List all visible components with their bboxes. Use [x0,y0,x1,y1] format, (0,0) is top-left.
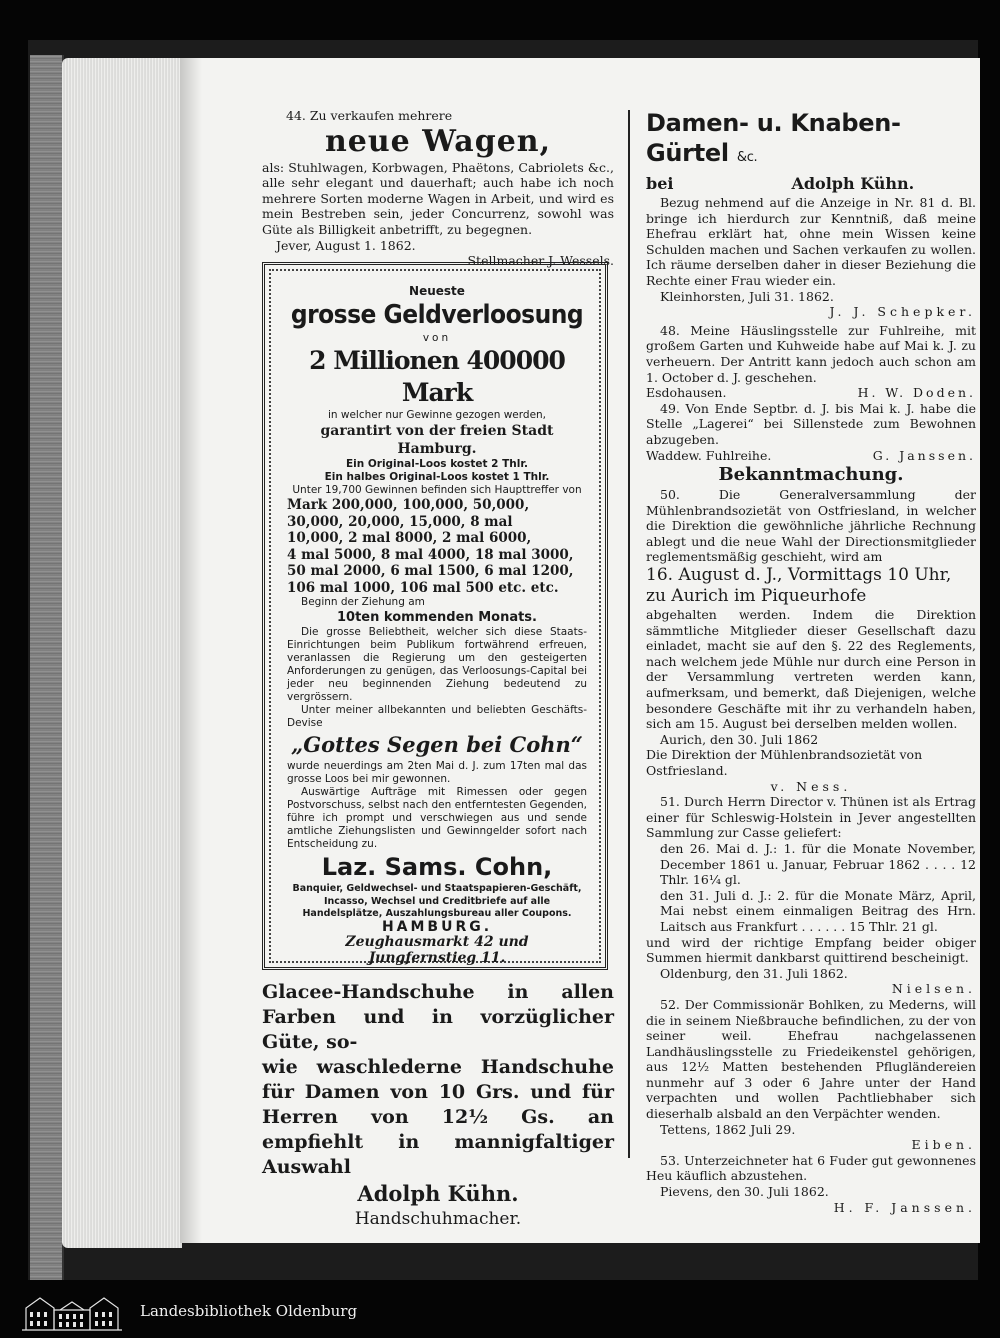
notice-51-body: 51. Durch Herrn Director v. Thünen ist als Ertrag einer für Schleswig-Holstein in Jever angestellten Sammlung zur Casse geliefert: [646,794,976,841]
notice-50-place: Aurich, den 30. Juli 1862 [660,731,819,747]
lotto-amount: 2 Millionen 400000 Mark [309,346,565,407]
notice-47-signature: J. J. Schepker. [829,304,976,320]
notice-50-body: 50. Die Generalversammlung der Mühlenbrandsozietät von Ostfriesland, in welcher die Direktion die gewöhnliche jährliche Rechnung ablegt und die neue Wahl der Directionsmitglieder reglementsmäßig geschieht, wird am [646,487,976,565]
announcement-heading: Bekanntmachung. [718,464,904,486]
belt-ad-bei: bei [646,174,674,193]
notice-50-signature: v. Ness. [770,778,852,794]
notice-48-place: Esdohausen. [646,385,727,401]
page-edges [62,58,182,1248]
lotto-para-4: Auswärtige Aufträge mit Rimessen oder gegen Postvorschuss, selbst nach den entferntesten Gegenden, führe ich prompt und verschwiegen aus und sende amtliche Ziehungslisten und Gewinngelder sofort nach Entscheidung zu. [287,786,587,850]
right-column [646,108,976,1215]
notice-53-place: Pievens, den 30. Juli 1862. [660,1184,829,1200]
notice-48-body: 48. Meine Häuslingsstelle zur Fuhlreihe, mit großem Garten und Kuhweide habe auf Mai k. J. zu verheuern. Der Antritt kann jedoch auch schon am 1. October d. J. geschehen. [646,322,976,385]
lotto-start-date: 10ten kommenden Monats. [337,610,537,625]
lotto-para-3: wurde neuerdings am 2ten Mai d. J. zum 17ten mal das grosse Loos bei mir gewonnen. [287,760,587,785]
notice-51-signature: Nielsen. [891,981,976,997]
notice-53-signature: H. F. Janssen. [833,1199,976,1215]
glove-ad-trade: Handschuhmacher. [354,1209,522,1229]
notice-51-end: und wird der richtige Empfang beider obiger Summen hiermit dankbarst quittirend bescheinigt. [646,934,976,966]
notice-49-signature: G. Janssen. [872,447,976,463]
lotto-prizes-2: 30,000, 20,000, 15,000, 8 mal [287,513,513,530]
lotto-prizes-3: 10,000, 2 mal 8000, 2 mal 6000, [287,530,532,546]
lotto-address-2: Jungfernstieg 11. [368,949,506,966]
notice-53-body: 53. Unterzeichneter hat 6 Fuder gut gewonnenes Heu käuflich abzustehen. [646,1152,976,1184]
lotto-von: von [422,332,452,344]
lotto-line-5: in welcher nur Gewinne gezogen werden, [327,409,547,421]
notice-51-row-2: den 31. Juli d. J.: 2. für die Monate März, April, Mai nebst einem einmaligen Beitrag des Hrn. Laitsch aus Frankfurt . . . . . . 15 Thlr. 21 gl. [660,887,976,934]
footer-library-name[interactable]: Landesbibliothek Oldenburg [140,1302,358,1320]
ad-44-place: Jever, August 1. 1862. [276,237,416,253]
gutter-shadow [180,58,202,1243]
lotto-prizes-1: Mark 200,000, 100,000, 50,000, [287,497,530,513]
notice-51-row-1: den 26. Mai d. J.: 1. für die Monate November, December 1861 u. Januar, Februar 1862 . . . . 12 Thlr. 16¼ gl. [660,840,976,888]
belt-ad-title [646,108,976,173]
notice-47-body: Bezug nehmend auf die Anzeige in Nr. 81 d. Bl. bringe ich hierdurch zur Kenntniß, daß meine Ehefrau erklärt hat, ohne mein Wissen keine Schulden machen und Sachen verkaufen zu wollen. Ich räume derselben daher in dieser Beziehung die Rechte einer Frau wieder ein. [646,195,976,288]
lotto-guarantee: garantirt von der freien Stadt Hamburg. [320,423,554,457]
belt-ad-name: Adolph Kühn. [791,174,915,193]
footer-bar [0,1284,1000,1338]
belt-ad-etc: &c. [736,150,758,165]
notice-49-footer [646,448,976,464]
lotto-price-1: Ein Original-Loos kostet 2 Thlr. [345,458,529,470]
notice-49-body: 49. Von Ende Septbr. d. J. bis Mai k. J. habe die Stelle „Lagerei“ bei Sillenstede zum Bewohnen abzugeben. [646,400,976,447]
lottery-ad-box [262,262,608,970]
lotto-banker-name: Laz. Sams. Cohn, [321,853,553,881]
belt-ad-title-text: Damen- u. Knaben-Gürtel [646,109,901,167]
lotto-headline: grosse Geldverloosung [290,300,584,330]
lotto-city: HAMBURG. [381,918,493,935]
lotto-banker-desc: Banquier, Geldwechsel- und Staatspapieren-Geschäft, Incasso, Wechsel und Creditbriefe auf alle Handelsplätze, Auszahlungsbureau aller Coupons. [292,883,582,919]
ad-44-title: neue Wagen, [324,123,552,159]
ad-44-body: als: Stuhlwagen, Korbwagen, Phaëtons, Cabriolets &c., alle sehr elegant und dauerhaft; auch habe ich noch mehrere Sorten moderne Wagen in Arbeit, und wird es mein Bestreben sein, jeder Concurrenz, sowohl was Güte als Billigkeit anbetrifft, zu begegnen. [262,159,614,237]
glove-ad-line-2: wie waschlederne Handschuhe für Damen von 10 Grs. und für Herren von 12½ Gs. an empfiehlt in mannigfaltiger Auswahl [262,1056,614,1178]
notice-50-date: 16. August d. J., Vormittags 10 Uhr, zu Aurich im Piqueurhofe [646,565,952,607]
library-building-icon [20,1294,124,1332]
notice-48-signature: H. W. Doden. [857,385,976,401]
lotto-price-2: Ein halbes Original-Loos kostet 1 Thlr. [324,471,550,483]
book-spine [30,55,64,1280]
lotto-prizes-4: 4 mal 5000, 8 mal 4000, 18 mal 3000, [287,546,574,563]
notice-52-place: Tettens, 1862 Juli 29. [660,1121,796,1137]
glove-ad-line-1: Glacee-Handschuhe in allen Farben und in vorzüglicher Güte, so- [262,981,614,1053]
lotto-address-1: Zeughausmarkt 42 und [345,933,529,950]
belt-ad-seller [646,173,976,195]
glove-ad [262,980,614,1232]
lotto-start: Beginn der Ziehung am [301,596,425,608]
notice-50-org: Die Direktion der Mühlenbrandsozietät von Ostfriesland. [646,747,923,778]
glove-ad-name: Adolph Kühn. [357,1181,519,1206]
notice-50-body-2: abgehalten werden. Indem die Direktion sämmtliche Mitglieder dieser Gesellschaft dazu einladet, macht sie auf den §. 22 des Reglements, nach welchem jede Mühle nur durch eine Person in der Versammlung vertreten werden kann, aufmerksam, und bemerkt, daß Diejenigen, welche besondere Geschäfte mit ihr zu verhandeln haben, sich am 15. August bei derselben melden wollen. [646,607,976,732]
notice-49-place: Waddew. Fuhlreihe. [646,447,772,463]
notice-52-signature: Eiben. [911,1137,976,1153]
ad-44-intro: 44. Zu verkaufen mehrere [286,108,453,123]
notice-48-footer [646,385,976,401]
lotto-prize-intro: Unter 19,700 Gewinnen befinden sich Haupttreffer von [292,484,582,496]
lottery-ad-content [287,285,587,966]
lotto-para-2: Unter meiner allbekannten und beliebten Geschäfts-Devise [287,704,587,729]
column-divider [628,110,630,1158]
notice-52-body: 52. Der Commissionär Bohlken, zu Mederns, will die in seinem Nießbrauche befindlichen, zu der von seiner weil. Ehefrau nachgelassenen Landhäuslingsstelle zu Friedeikenstel gehörigen, aus 12½ Matten bestehenden Pflugländereien nunmehr auf 3 oder 6 Jahre unter der Hand verpachten und wollen Pachtliebhaber sich dieserhalb alsbald an den Verpächter wenden. [646,996,976,1122]
lotto-line-1: Neueste [409,284,465,298]
lotto-motto: „Gottes Segen bei Cohn“ [291,732,583,757]
ad-44-signature: Stellmacher J. Wessels. [467,253,614,269]
lotto-para-1: Die grosse Beliebtheit, welcher sich diese Staats-Einrichtungen beim Publikum fortwährend erfreuen, veranlassen die Regierung um den gesteigerten Anforderungen zu genügen, das Verloosungs-Capital bei jeder neu beginnenden Ziehung bedeutend zu vergrössern. [287,626,587,703]
notice-51-place: Oldenburg, den 31. Juli 1862. [660,965,848,981]
lotto-prizes-5: 50 mal 2000, 6 mal 1500, 6 mal 1200, [287,563,574,579]
notice-47-place: Kleinhorsten, Juli 31. 1862. [660,288,834,304]
lotto-prizes-6: 106 mal 1000, 106 mal 500 etc. etc. [287,579,559,596]
ad-44 [262,108,614,269]
